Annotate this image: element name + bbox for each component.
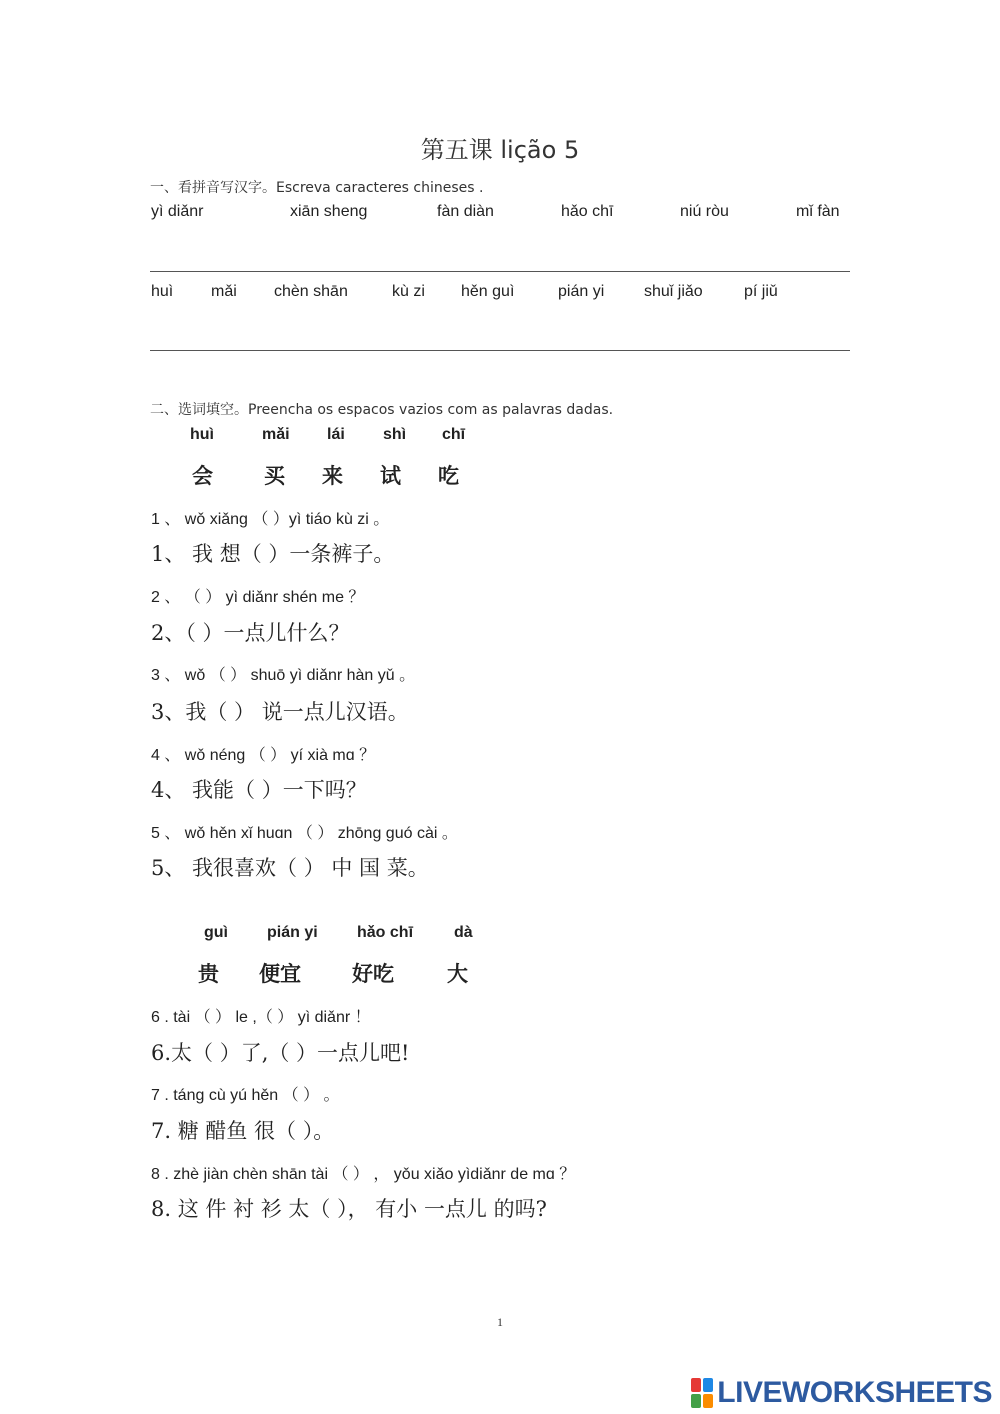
word-bank-pinyin: pián yi <box>267 924 318 941</box>
question-hanzi[interactable]: 3、我（ ） 说一点儿汉语。 <box>151 700 409 724</box>
page-number: 1 <box>497 1315 503 1329</box>
question-hanzi[interactable]: 7. 糖 醋鱼 很（ ）。 <box>151 1119 335 1143</box>
word-bank-pinyin: lái <box>327 426 345 443</box>
pinyin-item: mǐ fàn <box>796 203 840 220</box>
pinyin-item: shuǐ jiǎo <box>644 283 703 300</box>
pinyin-item: mǎi <box>211 283 237 300</box>
answer-line[interactable] <box>150 350 850 351</box>
word-bank-pinyin: chī <box>442 426 466 443</box>
word-bank-hanzi: 试 <box>380 463 401 488</box>
pinyin-item: niú ròu <box>680 203 729 220</box>
question-pinyin: 7 . táng cù yú hěn （ ） 。 <box>151 1087 340 1104</box>
question-pinyin: 1 、 wǒ xiǎng （ ）yì tiáo kù zi 。 <box>151 511 390 528</box>
word-bank-pinyin: dà <box>454 924 473 941</box>
answer-line[interactable] <box>150 271 850 272</box>
pinyin-item: chèn shān <box>274 283 348 300</box>
word-bank-pinyin: huì <box>190 426 214 443</box>
pinyin-item: huì <box>151 283 174 300</box>
page-title: 第五课 lição 5 <box>420 136 580 164</box>
question-pinyin: 4 、 wǒ néng （ ） yí xià mɑ ？ <box>151 747 376 764</box>
question-pinyin: 8 . zhè jiàn chèn shān tài （ ） ， yǒu xiǎo yìdiǎnr de mɑ ？ <box>151 1166 576 1183</box>
word-bank-pinyin: shì <box>383 426 407 443</box>
word-bank-hanzi: 大 <box>447 961 468 986</box>
word-bank-hanzi: 会 <box>192 463 213 488</box>
question-hanzi[interactable]: 5、 我很喜欢（ ） 中 国 菜。 <box>151 856 429 880</box>
question-hanzi[interactable]: 8. 这 件 衬 衫 太（ ）， 有小 一点儿 的吗? <box>151 1197 547 1221</box>
pinyin-item: kù zi <box>392 283 425 300</box>
question-pinyin: 2 、 （ ） yì diǎnr shén me ？ <box>151 589 365 606</box>
pinyin-item: pí jiǔ <box>744 283 778 300</box>
word-bank-hanzi: 吃 <box>438 463 459 488</box>
question-hanzi[interactable]: 1、 我 想（ ）一条裤子。 <box>151 542 395 566</box>
pinyin-item: pián yi <box>558 283 605 300</box>
question-pinyin: 6 . tài （ ） le ,（ ） yì diǎnr ！ <box>151 1009 371 1026</box>
word-bank-hanzi: 好吃 <box>352 961 394 986</box>
section2-heading: 二、选词填空。Preencha os espacos vazios com as palavras dadas. <box>150 402 614 418</box>
word-bank-hanzi: 买 <box>264 463 285 488</box>
word-bank-hanzi: 来 <box>322 463 343 488</box>
word-bank-pinyin: guì <box>204 924 228 941</box>
question-pinyin: 5 、 wǒ hěn xǐ huɑn （ ） zhōng guó cài 。 <box>151 825 458 842</box>
word-bank-hanzi: 贵 <box>198 961 219 986</box>
word-bank-pinyin: mǎi <box>262 426 290 443</box>
pinyin-item: yì diǎnr <box>151 203 204 220</box>
pinyin-item: hěn guì <box>461 283 515 300</box>
question-hanzi[interactable]: 6.太（ ）了,（ ）一点儿吧! <box>151 1041 410 1065</box>
pinyin-item: hǎo chī <box>561 203 614 220</box>
question-hanzi[interactable]: 4、 我能（ ）一下吗？ <box>151 778 367 802</box>
liveworksheets-logo[interactable] <box>691 1378 992 1408</box>
word-bank-pinyin: hǎo chī <box>357 924 414 941</box>
liveworksheets-icon <box>691 1378 713 1408</box>
section1-heading: 一、看拼音写汉字。Escreva caracteres chineses . <box>150 180 484 196</box>
pinyin-item: xiān sheng <box>290 203 368 220</box>
question-pinyin: 3 、 wǒ （ ） shuō yì diǎnr hàn yǔ 。 <box>151 667 416 684</box>
brand-name: LIVEWORKSHEETS <box>717 1376 992 1409</box>
pinyin-item: fàn diàn <box>437 203 494 220</box>
word-bank-hanzi: 便宜 <box>259 961 301 986</box>
question-hanzi[interactable]: 2、（ ）一点儿什么？ <box>151 621 350 645</box>
